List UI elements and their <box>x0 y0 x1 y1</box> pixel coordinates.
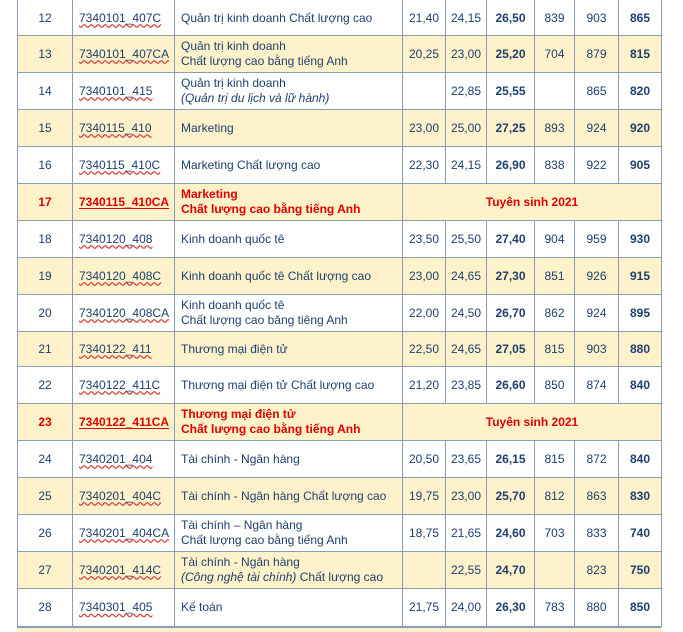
point-cell: 915 <box>619 258 662 295</box>
program-name-line: Quản trị kinh doanh <box>181 39 286 53</box>
row-number-cell: 16 <box>18 147 73 184</box>
score-cell: 20,50 <box>403 441 446 478</box>
program-name-line: Chất lượng cao bằng tiếng Anh <box>181 54 348 68</box>
point-cell: 851 <box>535 258 575 295</box>
table-body <box>18 1 662 627</box>
point-cell: 880 <box>619 332 662 367</box>
score-cell: 27,05 <box>487 332 535 367</box>
point-cell: 812 <box>535 478 575 515</box>
table-row <box>18 367 662 404</box>
program-name-line: Chất lượng cao bằng tiếng Anh <box>181 202 361 216</box>
row-number-cell: 21 <box>18 332 73 367</box>
enrollment-note-cell: Tuyên sinh 2021 <box>403 184 662 221</box>
program-name-line: Chất lượng cao bằng tiếng Anh <box>181 422 361 436</box>
program-name-cell <box>175 552 403 589</box>
program-code-cell <box>73 441 175 478</box>
point-cell: 850 <box>619 589 662 627</box>
score-cell: 23,00 <box>446 478 487 515</box>
program-code-cell <box>73 147 175 184</box>
program-name-line: Thương mại điện tử <box>181 341 288 356</box>
table-row <box>18 589 662 627</box>
row-number-cell: 14 <box>18 73 73 110</box>
program-name-cell <box>175 295 403 332</box>
point-cell: 903 <box>575 332 619 367</box>
point-cell: 703 <box>535 515 575 552</box>
next-row-partial <box>17 627 661 632</box>
score-cell: 25,00 <box>446 110 487 147</box>
point-cell: 895 <box>619 295 662 332</box>
score-cell: 26,60 <box>487 367 535 404</box>
row-number-cell: 28 <box>18 589 73 627</box>
program-name-cell <box>175 515 403 552</box>
point-cell: 850 <box>535 367 575 404</box>
program-code-cell <box>73 221 175 258</box>
program-code-cell <box>73 295 175 332</box>
program-name-cell <box>175 332 403 367</box>
point-cell: 838 <box>535 147 575 184</box>
score-cell: 27,30 <box>487 258 535 295</box>
point-cell: 865 <box>619 1 662 36</box>
point-cell: 840 <box>619 367 662 404</box>
row-number-cell: 15 <box>18 110 73 147</box>
point-cell: 880 <box>575 589 619 627</box>
score-cell: 26,90 <box>487 147 535 184</box>
program-name-cell <box>175 478 403 515</box>
score-cell: 26,15 <box>487 441 535 478</box>
score-cell: 21,40 <box>403 1 446 36</box>
row-number-cell: 19 <box>18 258 73 295</box>
program-name-note: (Công nghệ tài chính) <box>181 570 297 584</box>
table-row <box>18 147 662 184</box>
score-cell: 25,20 <box>487 36 535 73</box>
point-cell: 924 <box>575 110 619 147</box>
point-cell: 820 <box>619 73 662 110</box>
program-name-line: Kinh doanh quốc tê <box>181 231 285 246</box>
score-cell: 23,00 <box>403 258 446 295</box>
program-name-line: Marketing <box>181 120 234 135</box>
program-code-cell <box>73 367 175 404</box>
point-cell: 862 <box>535 295 575 332</box>
program-code-cell <box>73 36 175 73</box>
point-cell: 815 <box>619 36 662 73</box>
program-name-line: Quản trị kinh doanh Chất lượng cao <box>181 10 373 25</box>
program-code: 7340120_408CA <box>79 305 170 320</box>
row-number-cell: 26 <box>18 515 73 552</box>
score-cell: 23,50 <box>403 221 446 258</box>
program-code: 7340115_410CA <box>79 194 170 209</box>
program-name-cell <box>175 36 403 73</box>
program-code-cell <box>73 1 175 36</box>
row-number-cell: 12 <box>18 1 73 36</box>
program-code: 7340115_410 <box>79 120 152 135</box>
score-cell: 25,55 <box>487 73 535 110</box>
score-cell: 21,20 <box>403 367 446 404</box>
program-code: 7340201_414C <box>79 562 162 577</box>
table-row <box>18 441 662 478</box>
score-cell: 26,70 <box>487 295 535 332</box>
score-cell: 24,65 <box>446 332 487 367</box>
program-code: 7340201_404CA <box>79 525 170 540</box>
program-code: 7340101_407CA <box>79 46 170 61</box>
table-row <box>18 184 662 221</box>
point-cell: 924 <box>575 295 619 332</box>
score-cell <box>403 73 446 110</box>
table-row <box>18 1 662 36</box>
score-cell: 25,50 <box>446 221 487 258</box>
program-name-line: Tài chính – Ngân hàng <box>181 518 303 532</box>
point-cell: 926 <box>575 258 619 295</box>
row-number-cell: 27 <box>18 552 73 589</box>
program-name-detail-line <box>181 570 396 585</box>
program-name-note: (Quản trị du lịch và lữ hành) <box>181 91 330 105</box>
point-cell: 839 <box>535 1 575 36</box>
program-code-cell <box>73 515 175 552</box>
program-code-cell <box>73 332 175 367</box>
score-cell: 23,00 <box>403 110 446 147</box>
admission-score-table <box>17 0 662 627</box>
program-name-line: Kinh doanh quốc tê <box>181 298 285 312</box>
score-cell: 23,85 <box>446 367 487 404</box>
program-code-cell <box>73 478 175 515</box>
program-name-cell <box>175 73 403 110</box>
program-name-line: Kế toán <box>181 600 223 614</box>
score-cell: 24,50 <box>446 295 487 332</box>
program-name-detail-line <box>181 91 396 106</box>
row-number-cell: 22 <box>18 367 73 404</box>
point-cell: 905 <box>619 147 662 184</box>
point-cell <box>535 552 575 589</box>
program-name-line: Tài chính - Ngân hàng <box>181 451 300 466</box>
point-cell: 865 <box>575 73 619 110</box>
table-row <box>18 478 662 515</box>
table-row <box>18 404 662 441</box>
point-cell: 740 <box>619 515 662 552</box>
score-cell: 25,70 <box>487 478 535 515</box>
program-name-line: Quản trị kinh doanh <box>181 76 286 90</box>
program-name-cell <box>175 367 403 404</box>
program-code: 7340201_404 <box>79 451 153 466</box>
score-cell: 22,30 <box>403 147 446 184</box>
point-cell: 863 <box>575 478 619 515</box>
program-name-cell <box>175 258 403 295</box>
program-code-cell <box>73 110 175 147</box>
program-code-cell <box>73 589 175 627</box>
program-code: 7340115_410C <box>79 157 161 172</box>
point-cell: 959 <box>575 221 619 258</box>
point-cell: 879 <box>575 36 619 73</box>
point-cell: 823 <box>575 552 619 589</box>
program-code: 7340122_411 <box>79 341 152 356</box>
point-cell: 830 <box>619 478 662 515</box>
program-name-cell <box>175 110 403 147</box>
point-cell: 893 <box>535 110 575 147</box>
program-code: 7340122_411CA <box>79 414 170 429</box>
point-cell: 833 <box>575 515 619 552</box>
point-cell: 872 <box>575 441 619 478</box>
score-cell: 24,60 <box>487 515 535 552</box>
score-cell: 27,40 <box>487 221 535 258</box>
point-cell: 930 <box>619 221 662 258</box>
point-cell: 815 <box>535 332 575 367</box>
program-name-cell <box>175 589 403 627</box>
score-cell: 18,75 <box>403 515 446 552</box>
row-number-cell: 20 <box>18 295 73 332</box>
score-cell: 24,15 <box>446 147 487 184</box>
table-row <box>18 110 662 147</box>
table-row <box>18 515 662 552</box>
program-name-cell <box>175 147 403 184</box>
score-cell: 21,75 <box>403 589 446 627</box>
score-cell: 23,65 <box>446 441 487 478</box>
program-name-cell <box>175 184 403 221</box>
row-number-cell: 17 <box>18 184 73 221</box>
program-name-line: Marketing <box>181 187 238 201</box>
table-row <box>18 221 662 258</box>
program-name-line: Chất lượng cao băng tiêng Anh <box>181 313 348 327</box>
score-cell: 26,30 <box>487 589 535 627</box>
program-name-line: Kinh doanh quốc tê Chất lượng cao <box>181 268 372 283</box>
score-cell: 23,00 <box>446 36 487 73</box>
row-number-cell: 18 <box>18 221 73 258</box>
score-cell: 26,50 <box>487 1 535 36</box>
score-cell: 27,25 <box>487 110 535 147</box>
point-cell: 750 <box>619 552 662 589</box>
score-cell: 24,65 <box>446 258 487 295</box>
program-name-cell <box>175 221 403 258</box>
point-cell: 904 <box>535 221 575 258</box>
point-cell: 783 <box>535 589 575 627</box>
program-code: 7340301_405 <box>79 600 153 614</box>
program-code-cell <box>73 73 175 110</box>
point-cell: 874 <box>575 367 619 404</box>
score-cell: 22,85 <box>446 73 487 110</box>
table-row <box>18 332 662 367</box>
point-cell: 922 <box>575 147 619 184</box>
score-cell: 24,70 <box>487 552 535 589</box>
point-cell: 903 <box>575 1 619 36</box>
point-cell: 815 <box>535 441 575 478</box>
program-name-tail: Chất lượng cao <box>296 570 384 584</box>
program-code-cell <box>73 404 175 441</box>
score-cell: 24,00 <box>446 589 487 627</box>
score-cell: 21,65 <box>446 515 487 552</box>
program-name-line: Chất lượng cao bằng tiếng Anh <box>181 533 348 547</box>
program-name-line: Tài chính - Ngân hàng Chất lượng cao <box>181 488 387 503</box>
score-cell: 20,25 <box>403 36 446 73</box>
program-code: 7340120_408 <box>79 231 153 246</box>
program-name-line: Thương mại điện tử <box>181 407 296 421</box>
program-name-line: Marketing Chất lượng cao <box>181 157 321 172</box>
table-row <box>18 552 662 589</box>
program-code-cell <box>73 258 175 295</box>
program-name-line: Thương mại điện tử Chất lượng cao <box>181 377 375 392</box>
program-name-cell <box>175 1 403 36</box>
point-cell <box>535 73 575 110</box>
enrollment-note-cell: Tuyên sinh 2021 <box>403 404 662 441</box>
point-cell: 920 <box>619 110 662 147</box>
program-name-cell <box>175 441 403 478</box>
table-row <box>18 73 662 110</box>
point-cell: 704 <box>535 36 575 73</box>
score-cell: 22,00 <box>403 295 446 332</box>
score-cell <box>403 552 446 589</box>
program-code: 7340201_404C <box>79 488 162 503</box>
score-cell: 19,75 <box>403 478 446 515</box>
table-row <box>18 295 662 332</box>
program-name-line: Tài chính - Ngân hàng <box>181 555 300 569</box>
row-number-cell: 24 <box>18 441 73 478</box>
program-code-cell <box>73 552 175 589</box>
program-code: 7340120_408C <box>79 268 162 283</box>
table-row <box>18 258 662 295</box>
program-code: 7340101_415 <box>79 83 153 98</box>
program-code: 7340101_407C <box>79 10 162 25</box>
point-cell: 840 <box>619 441 662 478</box>
row-number-cell: 23 <box>18 404 73 441</box>
program-name-cell <box>175 404 403 441</box>
row-number-cell: 25 <box>18 478 73 515</box>
table-row <box>18 36 662 73</box>
score-cell: 22,55 <box>446 552 487 589</box>
score-cell: 24,15 <box>446 1 487 36</box>
score-cell: 22,50 <box>403 332 446 367</box>
program-code: 7340122_411C <box>79 377 161 392</box>
program-code-cell <box>73 184 175 221</box>
row-number-cell: 13 <box>18 36 73 73</box>
